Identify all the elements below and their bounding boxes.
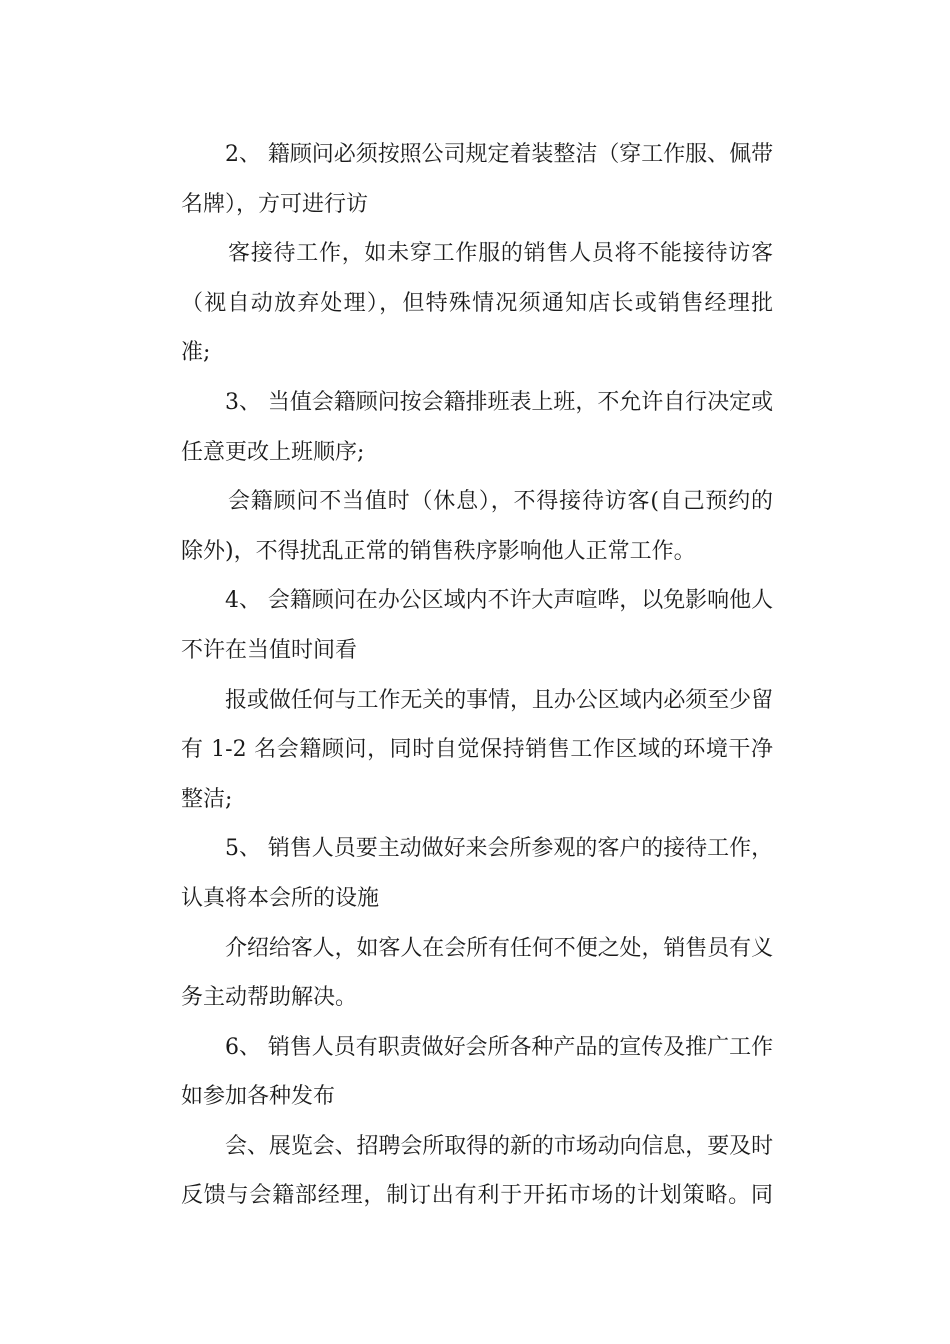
paragraph-line: 4、 会籍顾问在办公区域内不许大声喧哗，以免影响他人 [225,588,774,614]
paragraph-line: 会、展览会、招聘会所取得的新的市场动向信息，要及时 [225,1133,773,1159]
paragraph-line: 3、 当值会籍顾问按会籍排班表上班，不允许自行决定或 [225,389,774,415]
paragraph-line: 整洁; [181,786,233,812]
paragraph-line: 名牌），方可进行访 [181,191,369,217]
paragraph-line: 反馈与会籍部经理，制订出有利于开拓市场的计划策略。同 [181,1183,773,1209]
document-body [181,130,773,1221]
paragraph-line: 务主动帮助解决。 [181,985,358,1011]
paragraph-line: 准; [181,340,211,366]
paragraph-line: 认真将本会所的设施 [181,885,380,911]
paragraph-line: 任意更改上班顺序; [181,439,365,465]
paragraph-line: 除外)，不得扰乱正常的销售秩序影响他人正常工作。 [181,538,696,564]
paragraph-line: 如参加各种发布 [181,1084,336,1110]
paragraph-line: 不许在当值时间看 [181,637,358,663]
paragraph-line: 2、 籍顾问必须按照公司规定着装整洁（穿工作服、佩带 [225,142,774,167]
paragraph-line: 介绍给客人，如客人在会所有任何不便之处，销售员有义 [225,935,773,961]
paragraph-line: 5、 销售人员要主动做好来会所参观的客户的接待工作， [225,836,774,862]
paragraph-line: （视自动放弃处理），但特殊情况须通知店长或销售经理批 [181,290,773,316]
paragraph-line: 会籍顾问不当值时（休息），不得接待访客(自己预约的 [228,489,773,515]
paragraph-line: 有 1-2 名会籍顾问，同时自觉保持销售工作区域的环境干净 [181,737,773,763]
paragraph-line: 客接待工作，如未穿工作服的销售人员将不能接待访客 [228,241,773,267]
paragraph-line: 报或做任何与工作无关的事情，且办公区域内必须至少留 [225,687,773,713]
paragraph-line: 6、 销售人员有职责做好会所各种产品的宣传及推广工作 [225,1034,774,1060]
